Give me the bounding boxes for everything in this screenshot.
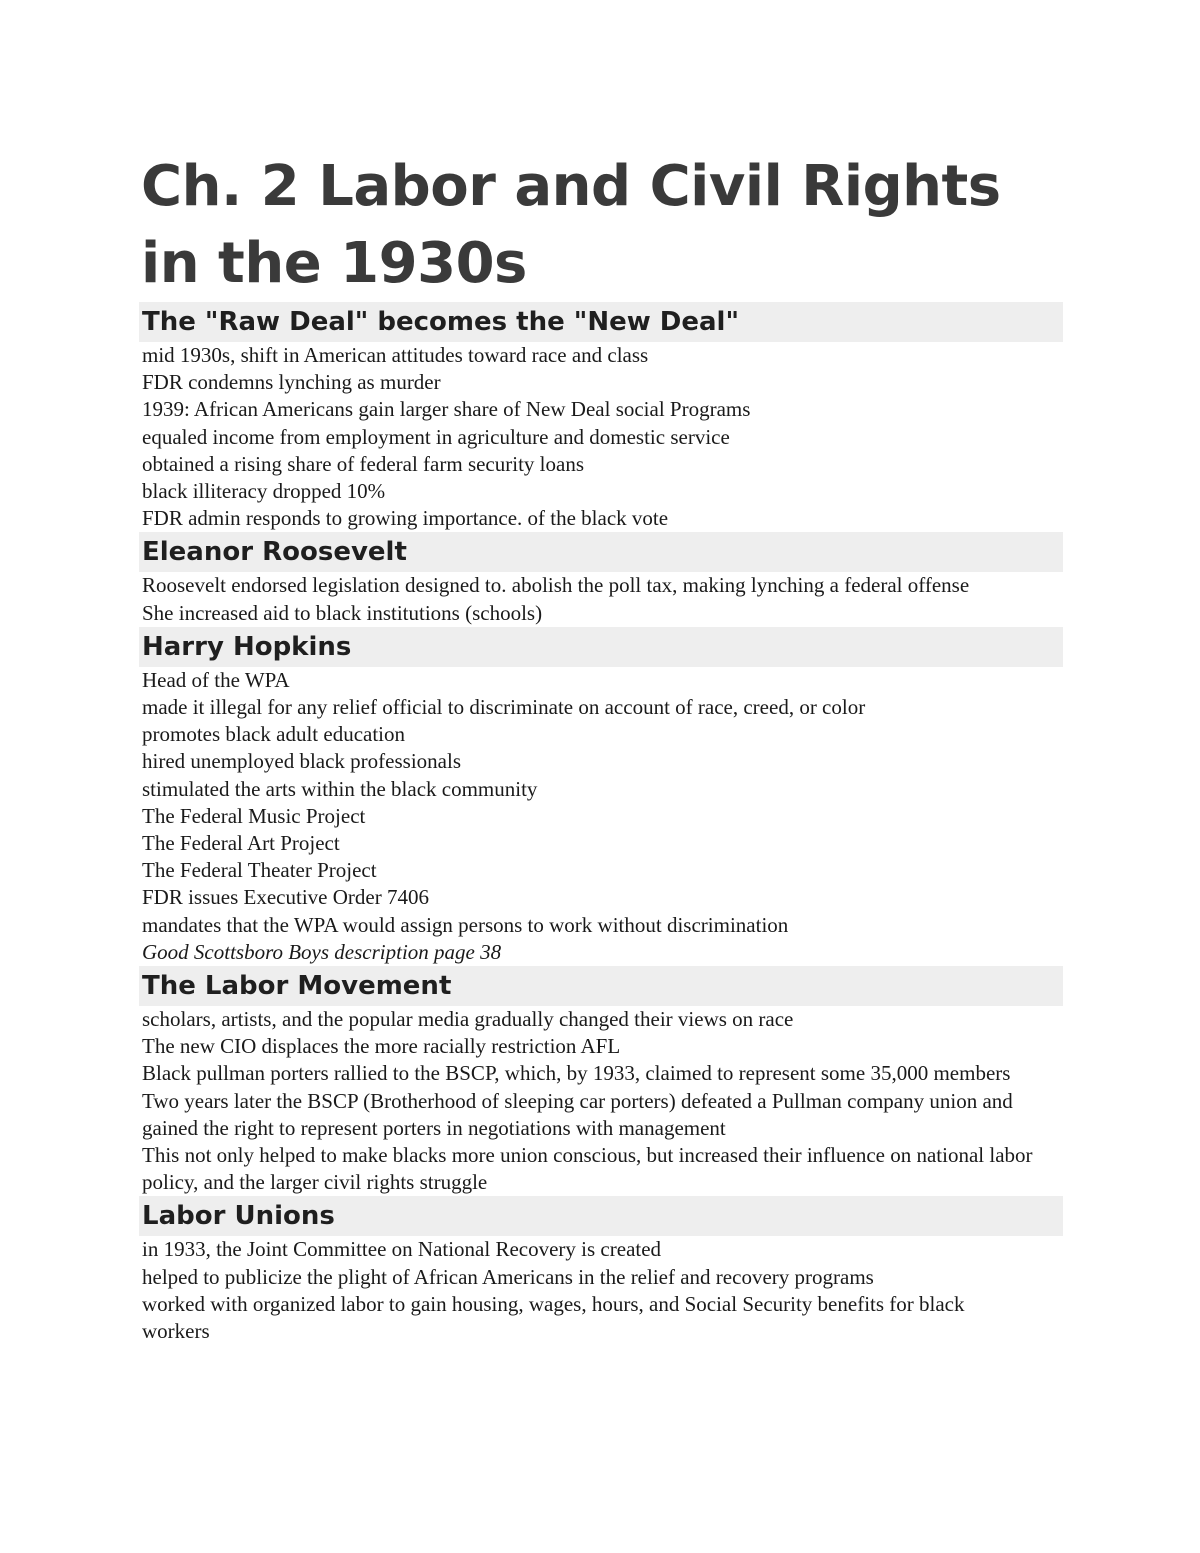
note-line: Two years later the BSCP (Brotherhood of sleeping car porters) defeated a Pullman company union and gained the right to represent porters in negotiations with management	[142, 1088, 1013, 1140]
note-line: helped to publicize the plight of African Americans in the relief and recovery programs	[142, 1264, 874, 1289]
note-line: FDR condemns lynching as murder	[142, 370, 441, 395]
section-lines	[139, 1006, 1063, 1196]
document-title: Ch. 2 Labor and Civil Rights in the 1930s	[141, 154, 1001, 296]
section-heading: Eleanor Roosevelt	[139, 532, 1063, 572]
note-line: This not only helped to make blacks more union conscious, but increased their influence on national labor policy, and the larger civil rights struggle	[142, 1143, 1033, 1195]
note-line: made it illegal for any relief official to discriminate on account of race, creed, or color	[142, 695, 866, 720]
section-heading: Labor Unions	[139, 1196, 1063, 1236]
section-eleanor-roosevelt	[139, 532, 1063, 626]
reference-note: Good Scottsboro Boys description page 38	[142, 939, 502, 964]
note-line: stimulated the arts within the black community	[142, 776, 538, 801]
note-line: Head of the WPA	[142, 667, 290, 692]
note-line: mandates that the WPA would assign persons to work without discrimination	[142, 912, 789, 937]
note-line: The Federal Music Project	[142, 803, 366, 828]
note-line: worked with organized labor to gain housing, wages, hours, and Social Security benefits for black workers	[142, 1291, 965, 1344]
note-line: hired unemployed black professionals	[142, 749, 461, 774]
section-new-deal	[139, 302, 1063, 532]
section-harry-hopkins	[139, 627, 1063, 966]
note-line: The Federal Theater Project	[142, 858, 377, 883]
note-line: The new CIO displaces the more racially restriction AFL	[142, 1034, 621, 1059]
note-line: black illiteracy dropped 10%	[142, 479, 386, 504]
section-lines	[139, 1236, 1063, 1345]
section-lines	[139, 667, 1063, 966]
note-line: promotes black adult education	[142, 722, 406, 747]
section-lines	[139, 572, 1063, 626]
section-lines	[139, 342, 1063, 532]
note-line: 1939: African Americans gain larger share of New Deal social Programs	[142, 397, 751, 422]
note-line: Black pullman porters rallied to the BSCP, which, by 1933, claimed to represent some 35,000 members	[142, 1061, 1011, 1086]
note-line: The Federal Art Project	[142, 831, 340, 856]
document-content	[139, 148, 1063, 1345]
section-heading: Harry Hopkins	[139, 627, 1063, 667]
note-line: equaled income from employment in agriculture and domestic service	[142, 424, 730, 449]
note-line: FDR issues Executive Order 7406	[142, 885, 429, 910]
note-line: She increased aid to black institutions (schools)	[142, 600, 543, 625]
section-labor-movement	[139, 966, 1063, 1196]
section-labor-unions	[139, 1196, 1063, 1345]
note-line: FDR admin responds to growing importance. of the black vote	[142, 506, 669, 531]
section-heading: The Labor Movement	[139, 966, 1063, 1006]
note-line: in 1933, the Joint Committee on National Recovery is created	[142, 1237, 662, 1262]
note-line: mid 1930s, shift in American attitudes toward race and class	[142, 343, 649, 367]
note-line: Roosevelt endorsed legislation designed to. abolish the poll tax, making lynching a federal offense	[142, 573, 970, 598]
note-line: obtained a rising share of federal farm security loans	[142, 451, 584, 476]
note-line: scholars, artists, and the popular media gradually changed their views on race	[142, 1007, 794, 1032]
section-heading: The "Raw Deal" becomes the "New Deal"	[139, 302, 1063, 342]
